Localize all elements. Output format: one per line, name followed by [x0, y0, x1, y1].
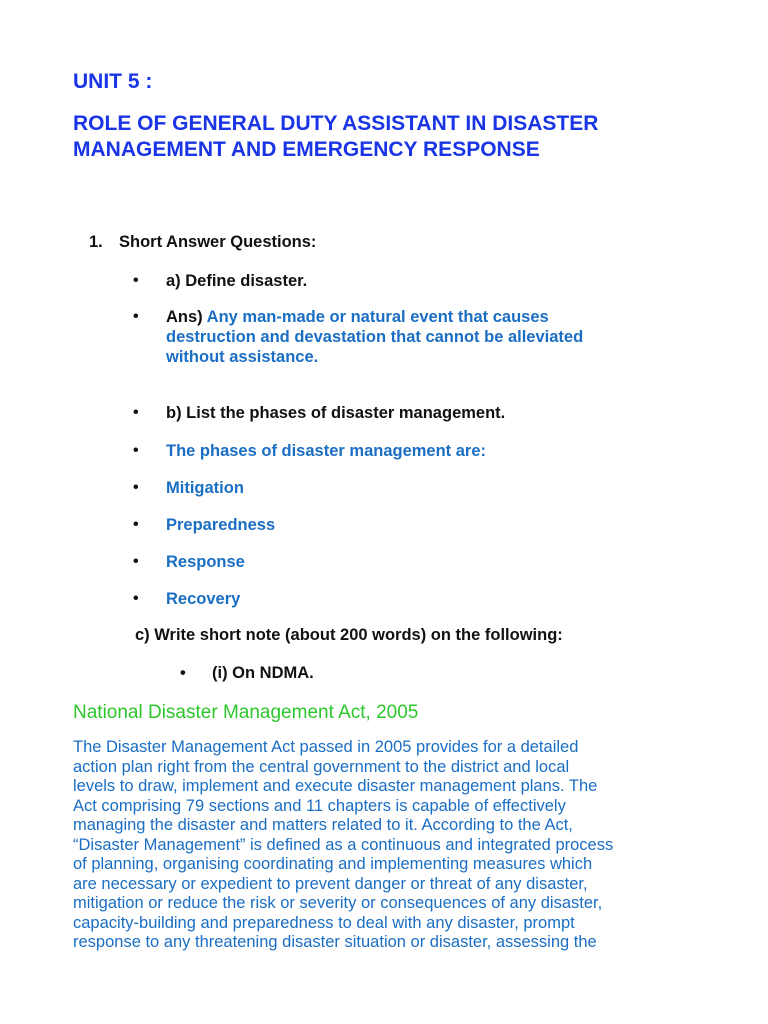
section-heading	[89, 233, 316, 252]
bullet-icon: •	[133, 590, 139, 607]
bullet-icon: •	[133, 272, 139, 289]
paragraph-line: The Disaster Management Act passed in 2005 provides for a detailed	[73, 738, 579, 756]
bullet-icon: •	[180, 664, 186, 682]
section-number: 1.	[89, 233, 103, 251]
answer-text-line2: destruction and devastation that cannot be alleviated	[166, 328, 584, 346]
phase-recovery: Recovery	[166, 590, 241, 608]
phase-preparedness: Preparedness	[166, 516, 276, 534]
paragraph-line: levels to draw, implement and execute disaster management plans. The	[73, 777, 598, 795]
answer-text-line3: without assistance.	[166, 348, 319, 366]
paragraph-line: capacity-building and preparedness to deal with any disaster, prompt	[73, 913, 575, 932]
act-paragraph	[73, 738, 703, 953]
page-title: ROLE OF GENERAL DUTY ASSISTANT IN DISASTER MANAGEMENT AND EMERGENCY RESPONSE	[73, 112, 599, 161]
bullet-icon: •	[133, 308, 139, 325]
paragraph-line: Act comprising 79 sections and 11 chapters is capable of effectively	[73, 796, 566, 815]
act-heading: National Disaster Management Act, 2005	[73, 702, 419, 723]
bullet-icon: •	[133, 442, 139, 459]
paragraph-line: action plan right from the central government to the district and local	[73, 757, 570, 776]
bullet-icon: •	[133, 553, 139, 570]
paragraph-line: “Disaster Management” is defined as a continuous and integrated process	[73, 835, 614, 854]
question-c: c) Write short note (about 200 words) on the following:	[135, 626, 563, 644]
phase-mitigation: Mitigation	[166, 479, 244, 497]
paragraph-line: of planning, organising coordinating and implementing measures which	[73, 855, 593, 873]
section-heading-text: Short Answer Questions:	[119, 233, 317, 251]
bullet-icon: •	[133, 516, 139, 533]
unit-label: UNIT 5 :	[73, 70, 153, 93]
paragraph-line: response to any threatening disaster situation or disaster, assessing the	[73, 933, 597, 951]
bullet-icon: •	[133, 404, 139, 421]
bullet-icon: •	[133, 479, 139, 496]
phases-intro: The phases of disaster management are:	[166, 442, 487, 460]
answer-prefix: Ans)	[166, 308, 203, 326]
paragraph-line: managing the disaster and matters related to it. According to the Act,	[73, 816, 573, 834]
question-b: b) List the phases of disaster management.	[166, 404, 506, 422]
question-a: a) Define disaster.	[166, 272, 308, 290]
paragraph-line: are necessary or expedient to prevent danger or threat of any disaster,	[73, 874, 588, 893]
subquestion-i: (i) On NDMA.	[212, 664, 314, 682]
answer-text: Any man-made or natural event that causes	[206, 308, 549, 326]
phase-response: Response	[166, 553, 245, 571]
paragraph-line: mitigation or reduce the risk or severity or consequences of any disaster,	[73, 894, 603, 912]
